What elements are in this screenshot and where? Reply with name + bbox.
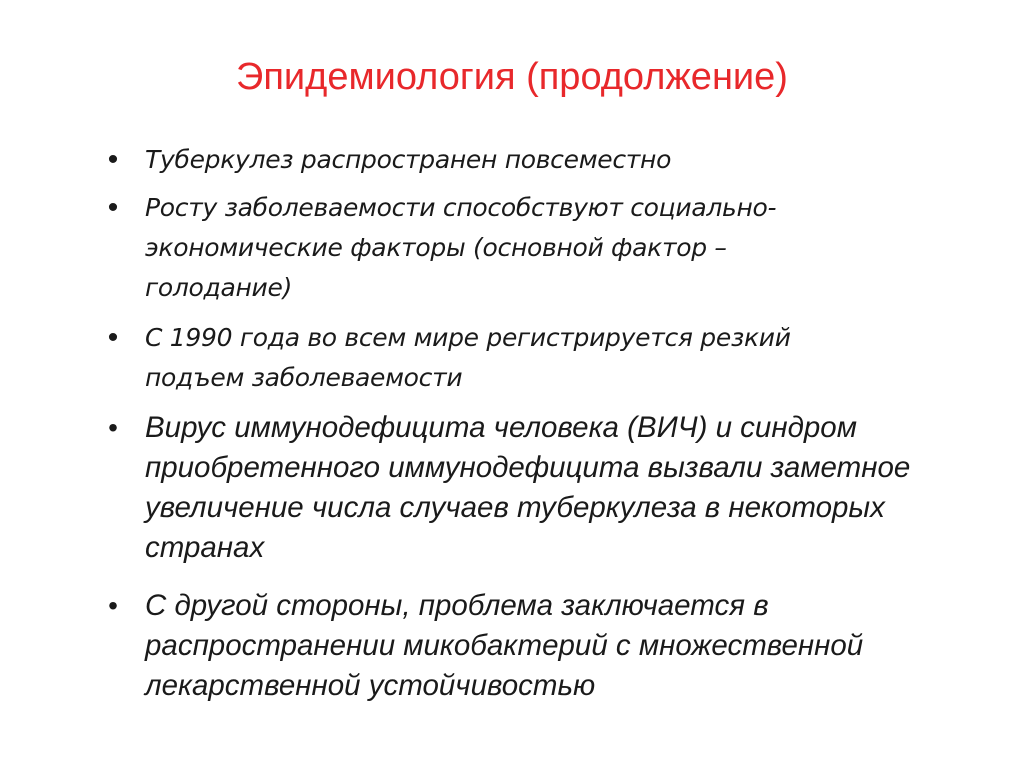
bullet-icon: • [107,321,119,354]
bullet-text: Вирус иммунодефицита человека (ВИЧ) и синдром приобретенного иммунодефицита вызвали заметное увеличение числа случаев туберкулеза в некоторых странах [145,411,911,564]
bullet-icon: • [107,143,119,176]
bullet-icon: • [107,191,119,224]
bullet-icon: • [108,412,118,443]
bullet-text: Росту заболеваемости способствуют социально-экономические факторы (основной фактор – голодание) [145,193,777,302]
bullet-text: С другой стороны, проблема заключается в распространении микобактерий с множественной лекарственной устойчивостью [145,589,864,702]
bullet-text: Туберкулез распространен повсеместно [145,145,672,174]
slide-title: Эпидемиология (продолжение) [236,56,788,98]
bullet-icon: • [108,590,118,621]
bullet-text: С 1990 года во всем мире регистрируется резкий подъем заболеваемости [145,323,791,392]
